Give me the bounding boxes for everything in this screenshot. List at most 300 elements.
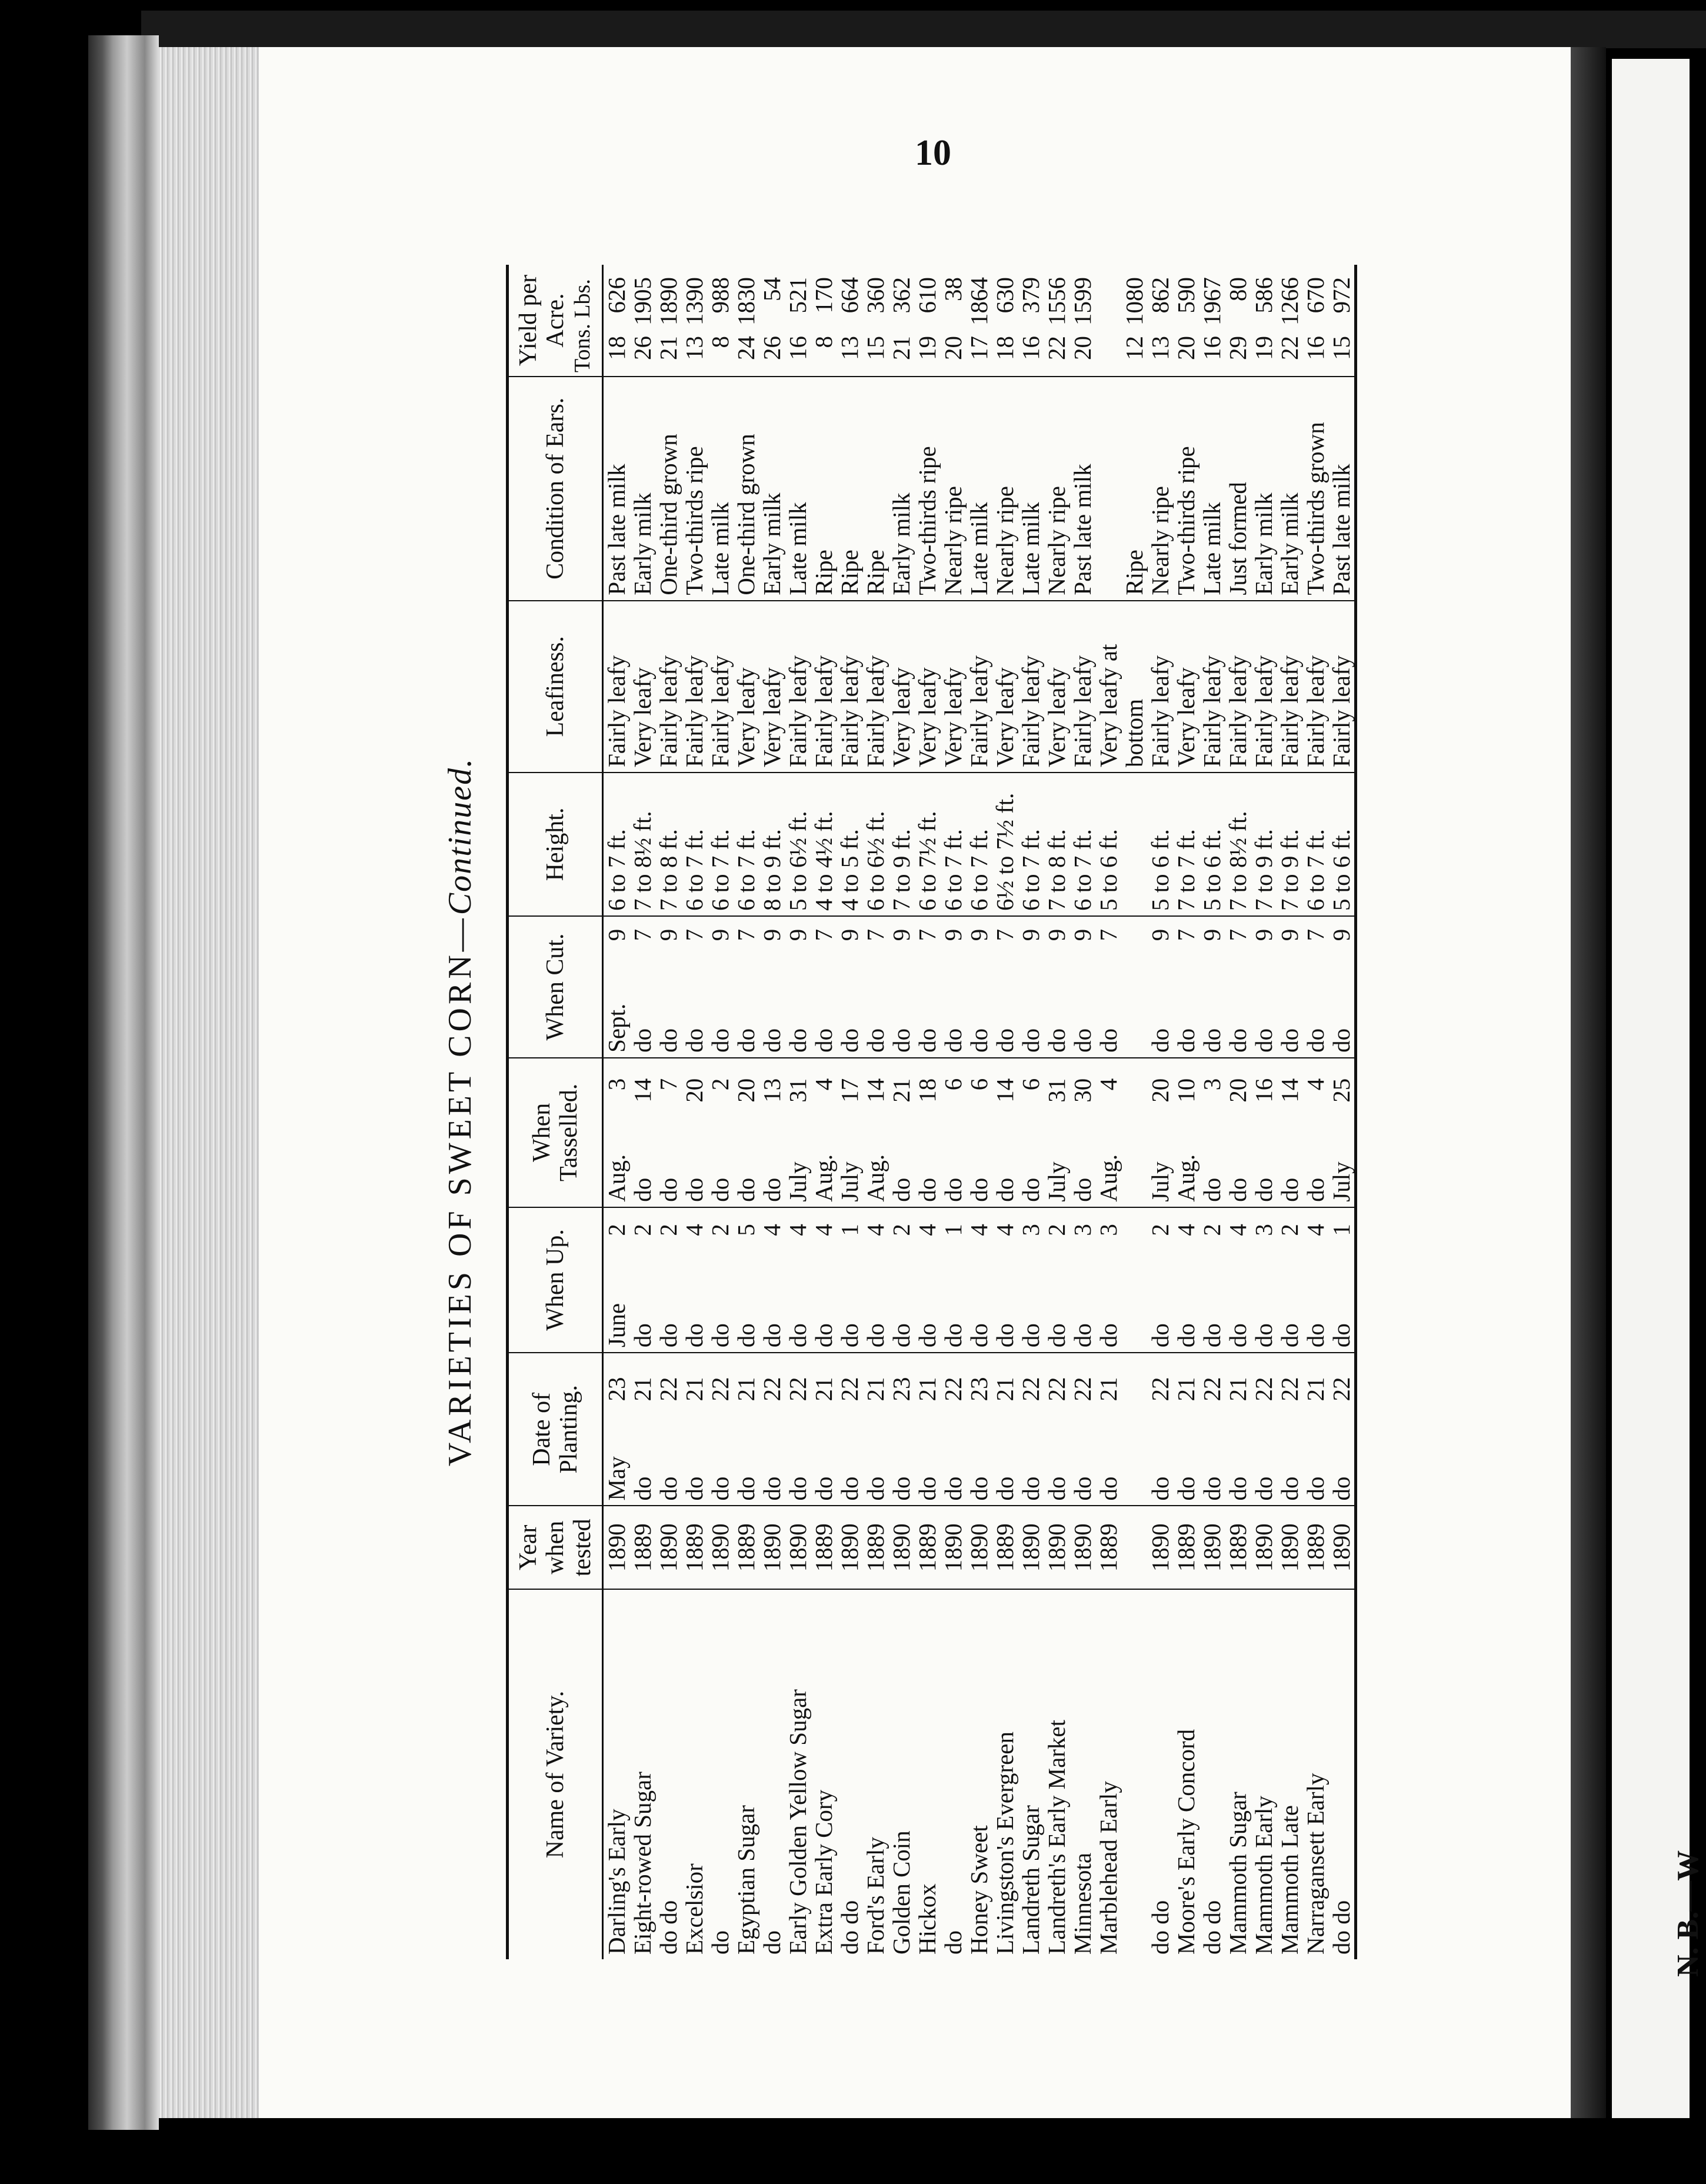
date-planting-cell: [655, 1353, 681, 1506]
when-cut-cell: [1018, 916, 1044, 1058]
when-up-cell: [992, 1207, 1018, 1353]
date-planting-cell: [681, 1353, 707, 1506]
height-cell: [603, 773, 630, 916]
height-cell: [1121, 773, 1147, 916]
table-row: [603, 265, 630, 1959]
when-tasselled-tm: Aug.: [862, 1154, 889, 1202]
when-tasselled-cell: [837, 1058, 862, 1207]
when-tasselled-td: 6: [1017, 1078, 1044, 1091]
leafiness-cell: [862, 601, 888, 773]
yield-per-acre-lbs: 1556: [1043, 277, 1070, 325]
when-tasselled-tm: do: [1302, 1177, 1329, 1202]
date-planting-pm: do: [888, 1476, 915, 1501]
when-cut-cd: 9: [965, 928, 992, 941]
condition-of-ears-cond: Just formed: [1224, 482, 1251, 595]
when-cut-cd: 7: [914, 928, 941, 941]
when-cut-cm: do: [1276, 1028, 1303, 1053]
leafiness-cell: [1147, 601, 1173, 773]
variety-name-name: Landreth's Early Market: [1043, 1719, 1070, 1955]
table-row: [1199, 265, 1225, 1959]
date-planting-pd: 22: [1198, 1377, 1225, 1401]
year-tested-year: 1890: [1250, 1523, 1277, 1572]
when-up-ud: 4: [914, 1224, 941, 1236]
yield-per-acre-lbs: 379: [1017, 277, 1044, 314]
when-tasselled-cell: [992, 1058, 1018, 1207]
variety-name-cell: [1328, 1589, 1356, 1959]
page-gutter: [1571, 47, 1606, 2118]
variety-name-name: do do: [836, 1900, 863, 1955]
height-cell: [1225, 773, 1251, 916]
header-name: Name of Variety.: [508, 1589, 603, 1959]
when-tasselled-cell: [1121, 1058, 1147, 1207]
variety-name-name: Mammoth Early: [1250, 1796, 1277, 1955]
date-planting-pd: 22: [707, 1377, 734, 1401]
when-tasselled-tm: do: [1276, 1177, 1303, 1202]
leafiness-cell: [1251, 601, 1277, 773]
when-tasselled-td: 20: [1224, 1078, 1251, 1103]
when-tasselled-tm: do: [1069, 1177, 1096, 1202]
date-planting-cell: [1044, 1353, 1069, 1506]
variety-name-cell: [811, 1589, 837, 1959]
variety-name-cell: [655, 1589, 681, 1959]
header-condition: Condition of Ears.: [508, 377, 603, 601]
variety-name-name: Mammoth Late: [1276, 1805, 1303, 1955]
when-cut-cd: 9: [1043, 928, 1070, 941]
when-up-ud: 2: [1147, 1224, 1174, 1236]
when-cut-cell: [862, 916, 888, 1058]
variety-name-name: Excelsior: [681, 1863, 708, 1955]
when-up-um: do: [629, 1323, 656, 1348]
year-tested-year: 1890: [784, 1523, 811, 1572]
when-cut-cd: 9: [1147, 928, 1174, 941]
when-tasselled-cell: [629, 1058, 655, 1207]
yield-per-acre-lbs: 1890: [655, 277, 682, 325]
variety-name-name: Moore's Early Concord: [1172, 1729, 1199, 1955]
year-tested-cell: [1121, 1506, 1147, 1589]
when-tasselled-cell: [707, 1058, 733, 1207]
date-planting-pm: do: [1276, 1476, 1303, 1501]
condition-of-ears-cell: [940, 377, 966, 601]
height-h: 7 to 7 ft.: [1172, 829, 1199, 911]
year-tested-cell: [655, 1506, 681, 1589]
date-planting-pd: 23: [603, 1377, 630, 1401]
condition-of-ears-cell: [1199, 377, 1225, 601]
leafiness-leaf: Very leafy: [888, 667, 915, 768]
when-up-um: do: [1069, 1323, 1096, 1348]
table-row: [940, 265, 966, 1959]
table-row: [707, 265, 733, 1959]
leafiness-leaf: Fairly leafy: [1224, 655, 1251, 768]
yield-per-acre-lbs: 1830: [732, 277, 759, 325]
when-up-ud: 3: [1017, 1224, 1044, 1236]
yield-per-acre-tons: 29: [1224, 336, 1251, 360]
height-h: 5 to 6 ft.: [1328, 829, 1355, 911]
leafiness-cell: [1173, 601, 1199, 773]
yield-per-acre-lbs: 862: [1147, 277, 1174, 314]
when-cut-cell: [1121, 916, 1147, 1058]
year-tested-cell: [1095, 1506, 1121, 1589]
year-tested-cell: [1251, 1506, 1277, 1589]
variety-name-name: Landreth Sugar: [1017, 1805, 1044, 1955]
yield-per-acre-lbs: 664: [836, 277, 863, 314]
height-cell: [811, 773, 837, 916]
date-planting-cell: [759, 1353, 785, 1506]
when-up-um: do: [1250, 1323, 1277, 1348]
when-up-um: June: [603, 1303, 630, 1348]
leafiness-cell: [1302, 601, 1328, 773]
yield-per-acre-tons: 20: [939, 336, 967, 360]
when-up-um: do: [1017, 1323, 1044, 1348]
leafiness-cell: [785, 601, 811, 773]
when-cut-cd: 9: [1276, 928, 1303, 941]
condition-of-ears-cond: Past late milk: [1069, 464, 1096, 595]
when-cut-cell: [629, 916, 655, 1058]
yield-per-acre-tons: 16: [1302, 336, 1329, 360]
when-tasselled-td: 4: [810, 1078, 837, 1091]
variety-name-name: do: [758, 1930, 785, 1955]
height-h: 6 to 6½ ft.: [862, 811, 889, 911]
when-up-um: do: [965, 1323, 992, 1348]
when-cut-cd: 9: [888, 928, 915, 941]
when-cut-cm: do: [1302, 1028, 1329, 1053]
when-up-um: do: [888, 1323, 915, 1348]
table-row: [681, 265, 707, 1959]
date-planting-pd: 21: [681, 1377, 708, 1401]
condition-of-ears-cell: [1251, 377, 1277, 601]
when-cut-cm: Sept.: [603, 1003, 630, 1053]
when-up-um: do: [939, 1323, 967, 1348]
year-tested-year: 1890: [1017, 1523, 1044, 1572]
when-cut-cm: do: [914, 1028, 941, 1053]
date-planting-cell: [603, 1353, 630, 1506]
yield-per-acre-tons: 19: [914, 336, 941, 360]
condition-of-ears-cond: Nearly ripe: [1043, 486, 1070, 595]
when-tasselled-td: 10: [1172, 1078, 1199, 1103]
variety-name-cell: [1277, 1589, 1302, 1959]
yield-per-acre-tons: 8: [810, 336, 837, 348]
when-up-ud: 4: [758, 1224, 785, 1236]
yield-per-acre-lbs: 362: [888, 277, 915, 314]
date-planting-pm: do: [1017, 1476, 1044, 1501]
variety-name-cell: [759, 1589, 785, 1959]
when-cut-cm: do: [888, 1028, 915, 1053]
year-tested-cell: [733, 1506, 759, 1589]
table-row: [862, 265, 888, 1959]
when-tasselled-cell: [1225, 1058, 1251, 1207]
height-cell: [1018, 773, 1044, 916]
when-up-cell: [1302, 1207, 1328, 1353]
yield-per-acre-cell: [1069, 265, 1095, 377]
variety-name-name: do do: [1147, 1900, 1174, 1955]
when-tasselled-td: 31: [784, 1078, 811, 1103]
date-planting-pm: do: [1302, 1476, 1329, 1501]
variety-name-name: Eight-rowed Sugar: [629, 1772, 656, 1955]
when-tasselled-td: 20: [681, 1078, 708, 1103]
when-up-um: do: [862, 1323, 889, 1348]
year-tested-cell: [914, 1506, 940, 1589]
leafiness-cell: [1225, 601, 1251, 773]
yield-per-acre-lbs: 1080: [1121, 277, 1148, 325]
date-planting-pm: do: [784, 1476, 811, 1501]
date-planting-pm: do: [629, 1476, 656, 1501]
yield-per-acre-lbs: 54: [758, 277, 785, 301]
when-up-cell: [966, 1207, 992, 1353]
variety-name-name: Ford's Early: [862, 1837, 889, 1955]
leafiness-cell: [655, 601, 681, 773]
condition-of-ears-cell: [862, 377, 888, 601]
condition-of-ears-cell: [629, 377, 655, 601]
table-row: [811, 265, 837, 1959]
when-cut-cell: [1251, 916, 1277, 1058]
year-tested-cell: [888, 1506, 914, 1589]
variety-name-name: Egyptian Sugar: [732, 1805, 759, 1955]
book-top-edge: [141, 11, 1706, 48]
table-row: [629, 265, 655, 1959]
when-up-cell: [733, 1207, 759, 1353]
when-cut-cm: do: [1328, 1028, 1355, 1053]
year-tested-cell: [629, 1506, 655, 1589]
variety-name-cell: [733, 1589, 759, 1959]
when-cut-cd: 9: [1328, 928, 1355, 941]
date-planting-pd: 23: [888, 1377, 915, 1401]
when-up-cell: [914, 1207, 940, 1353]
year-tested-cell: [1225, 1506, 1251, 1589]
year-tested-year: 1890: [1276, 1523, 1303, 1572]
leafiness-cell: [1018, 601, 1044, 773]
yield-per-acre-lbs: 972: [1328, 277, 1355, 314]
when-up-ud: 1: [836, 1224, 863, 1236]
condition-of-ears-cond: Late milk: [965, 502, 992, 595]
yield-per-acre-cell: [681, 265, 707, 377]
condition-of-ears-cond: Late milk: [1198, 502, 1225, 595]
yield-per-acre-tons: 21: [888, 336, 915, 360]
yield-per-acre-tons: 16: [784, 336, 811, 360]
when-tasselled-td: 7: [655, 1078, 682, 1091]
leafiness-leaf: Fairly leafy: [965, 655, 992, 768]
variety-name-name: Darling's Early: [603, 1809, 630, 1955]
leafiness-leaf: Fairly leafy: [1250, 655, 1277, 768]
table-title: [441, 265, 479, 1959]
yield-per-acre-cell: [1302, 265, 1328, 377]
variety-name-name: Early Golden Yellow Sugar: [784, 1689, 811, 1955]
height-h: 7 to 8½ ft.: [1224, 811, 1251, 911]
when-cut-cd: 7: [732, 928, 759, 941]
condition-of-ears-cell: [992, 377, 1018, 601]
year-tested-year: 1890: [965, 1523, 992, 1572]
date-planting-pd: 22: [784, 1377, 811, 1401]
date-planting-pd: 22: [1017, 1377, 1044, 1401]
yield-per-acre-cell: [940, 265, 966, 377]
year-tested-year: 1890: [939, 1523, 967, 1572]
when-up-cell: [1277, 1207, 1302, 1353]
condition-of-ears-cond: Late milk: [1017, 502, 1044, 595]
condition-of-ears-cond: One-third grown: [732, 434, 759, 595]
when-cut-cd: 9: [836, 928, 863, 941]
leafiness-leaf: Fairly leafy: [784, 655, 811, 768]
when-tasselled-cell: [811, 1058, 837, 1207]
year-tested-year: 1890: [758, 1523, 785, 1572]
yield-per-acre-tons: 13: [836, 336, 863, 360]
when-tasselled-tm: do: [655, 1177, 682, 1202]
date-planting-pd: 21: [914, 1377, 941, 1401]
when-up-ud: 5: [732, 1224, 759, 1236]
when-cut-cell: [759, 916, 785, 1058]
yield-per-acre-cell: [629, 265, 655, 377]
when-tasselled-tm: Aug.: [1095, 1154, 1122, 1202]
when-cut-cm: do: [1043, 1028, 1070, 1053]
when-tasselled-tm: do: [914, 1177, 941, 1202]
condition-of-ears-cond: Early milk: [888, 492, 915, 595]
when-up-ud: 4: [1224, 1224, 1251, 1236]
yield-per-acre-cell: [837, 265, 862, 377]
year-tested-year: 1889: [1302, 1523, 1329, 1572]
date-planting-cell: [940, 1353, 966, 1506]
condition-of-ears-cond: Two-thirds grown: [1302, 422, 1329, 595]
when-tasselled-cell: [785, 1058, 811, 1207]
when-tasselled-tm: July: [784, 1161, 811, 1202]
year-tested-cell: [759, 1506, 785, 1589]
leafiness-cell: [759, 601, 785, 773]
yield-per-acre-cell: [1147, 265, 1173, 377]
when-up-ud: 4: [681, 1224, 708, 1236]
date-planting-cell: [1251, 1353, 1277, 1506]
year-tested-cell: [1199, 1506, 1225, 1589]
yield-per-acre-lbs: 586: [1250, 277, 1277, 314]
year-tested-cell: [992, 1506, 1018, 1589]
condition-of-ears-cond: Ripe: [836, 550, 863, 595]
height-cell: [1095, 773, 1121, 916]
when-cut-cd: 9: [758, 928, 785, 941]
condition-of-ears-cell: [1147, 377, 1173, 601]
leafiness-cell: [1095, 601, 1121, 773]
when-cut-cd: 9: [603, 928, 630, 941]
table-row: [888, 265, 914, 1959]
when-tasselled-cell: [733, 1058, 759, 1207]
when-tasselled-tm: do: [991, 1177, 1018, 1202]
table-row: [1069, 265, 1095, 1959]
variety-name-name: do do: [1198, 1900, 1225, 1955]
condition-of-ears-cond: Two-thirds ripe: [1172, 446, 1199, 595]
yield-per-acre-tons: 15: [1328, 336, 1355, 360]
table-row: [914, 265, 940, 1959]
table-row: [1173, 265, 1199, 1959]
height-cell: [914, 773, 940, 916]
header-yield-label: Yield per Acre.: [515, 274, 569, 367]
when-tasselled-td: 20: [1147, 1078, 1174, 1103]
when-up-cell: [629, 1207, 655, 1353]
when-up-cell: [888, 1207, 914, 1353]
when-up-um: do: [707, 1323, 734, 1348]
yield-per-acre-cell: [914, 265, 940, 377]
when-up-ud: 1: [1328, 1224, 1355, 1236]
when-cut-cell: [1302, 916, 1328, 1058]
yield-per-acre-tons: 17: [965, 336, 992, 360]
when-up-ud: 1: [939, 1224, 967, 1236]
condition-of-ears-cell: [1302, 377, 1328, 601]
height-cell: [1069, 773, 1095, 916]
when-cut-cd: 7: [1224, 928, 1251, 941]
condition-of-ears-cell: [966, 377, 992, 601]
leafiness-leaf: Very leafy: [1172, 667, 1199, 768]
year-tested-year: 1890: [707, 1523, 734, 1572]
year-tested-cell: [1018, 1506, 1044, 1589]
when-up-ud: 2: [629, 1224, 656, 1236]
leafiness-cell: [1328, 601, 1356, 773]
when-tasselled-td: 31: [1043, 1078, 1070, 1103]
table-row: [1044, 265, 1069, 1959]
yield-per-acre-lbs: 1864: [965, 277, 992, 325]
when-cut-cell: [837, 916, 862, 1058]
yield-per-acre-tons: 12: [1121, 336, 1148, 360]
leafiness-cell: [1199, 601, 1225, 773]
variety-name-cell: [1251, 1589, 1277, 1959]
when-up-ud: 4: [965, 1224, 992, 1236]
when-cut-cm: do: [784, 1028, 811, 1053]
variety-name-cell: [940, 1589, 966, 1959]
condition-of-ears-cell: [681, 377, 707, 601]
height-h: 7 to 8 ft.: [1043, 829, 1070, 911]
when-tasselled-td: 3: [603, 1078, 630, 1091]
year-tested-year: 1890: [1147, 1523, 1174, 1572]
height-cell: [1302, 773, 1328, 916]
yield-per-acre-lbs: 1905: [629, 277, 656, 325]
when-tasselled-cell: [888, 1058, 914, 1207]
when-tasselled-td: 4: [1095, 1078, 1122, 1091]
when-up-ud: 2: [1043, 1224, 1070, 1236]
when-cut-cm: do: [1250, 1028, 1277, 1053]
when-tasselled-td: 14: [991, 1078, 1018, 1103]
when-tasselled-tm: July: [1328, 1161, 1355, 1202]
leafiness-leaf: Very leafy: [629, 667, 656, 768]
date-planting-cell: [1328, 1353, 1356, 1506]
when-up-cell: [811, 1207, 837, 1353]
leafiness-leaf: Very leafy: [991, 667, 1018, 768]
when-tasselled-td: 16: [1250, 1078, 1277, 1103]
when-tasselled-td: 4: [1302, 1078, 1329, 1091]
when-up-um: do: [1095, 1323, 1122, 1348]
when-cut-cm: do: [655, 1028, 682, 1053]
leafiness-leaf: Fairly leafy: [1069, 655, 1096, 768]
leafiness-leaf: Fairly leafy: [1302, 655, 1329, 768]
date-planting-pm: do: [732, 1476, 759, 1501]
height-h: 6 to 7 ft.: [939, 829, 967, 911]
when-up-um: do: [1172, 1323, 1199, 1348]
yield-per-acre-cell: [888, 265, 914, 377]
when-up-um: do: [991, 1323, 1018, 1348]
yield-per-acre-lbs: 988: [707, 277, 734, 314]
date-planting-pd: 21: [629, 1377, 656, 1401]
year-tested-cell: [837, 1506, 862, 1589]
header-up: When Up.: [508, 1207, 603, 1353]
year-tested-cell: [707, 1506, 733, 1589]
date-planting-cell: [966, 1353, 992, 1506]
when-up-ud: 2: [1198, 1224, 1225, 1236]
yield-per-acre-lbs: 38: [939, 277, 967, 301]
variety-name-name: Golden Coin: [888, 1830, 915, 1955]
date-planting-pd: 22: [1043, 1377, 1070, 1401]
height-h: 5 to 6½ ft.: [784, 811, 811, 911]
yield-per-acre-lbs: 590: [1172, 277, 1199, 314]
date-planting-pd: 21: [1095, 1377, 1122, 1401]
height-h: 6 to 7 ft.: [681, 829, 708, 911]
yield-per-acre-tons: 15: [862, 336, 889, 360]
when-tasselled-td: 14: [629, 1078, 656, 1103]
yield-per-acre-tons: 20: [1069, 336, 1096, 360]
when-tasselled-tm: do: [681, 1177, 708, 1202]
height-cell: [629, 773, 655, 916]
header-yield: [508, 265, 603, 377]
when-tasselled-cell: [759, 1058, 785, 1207]
